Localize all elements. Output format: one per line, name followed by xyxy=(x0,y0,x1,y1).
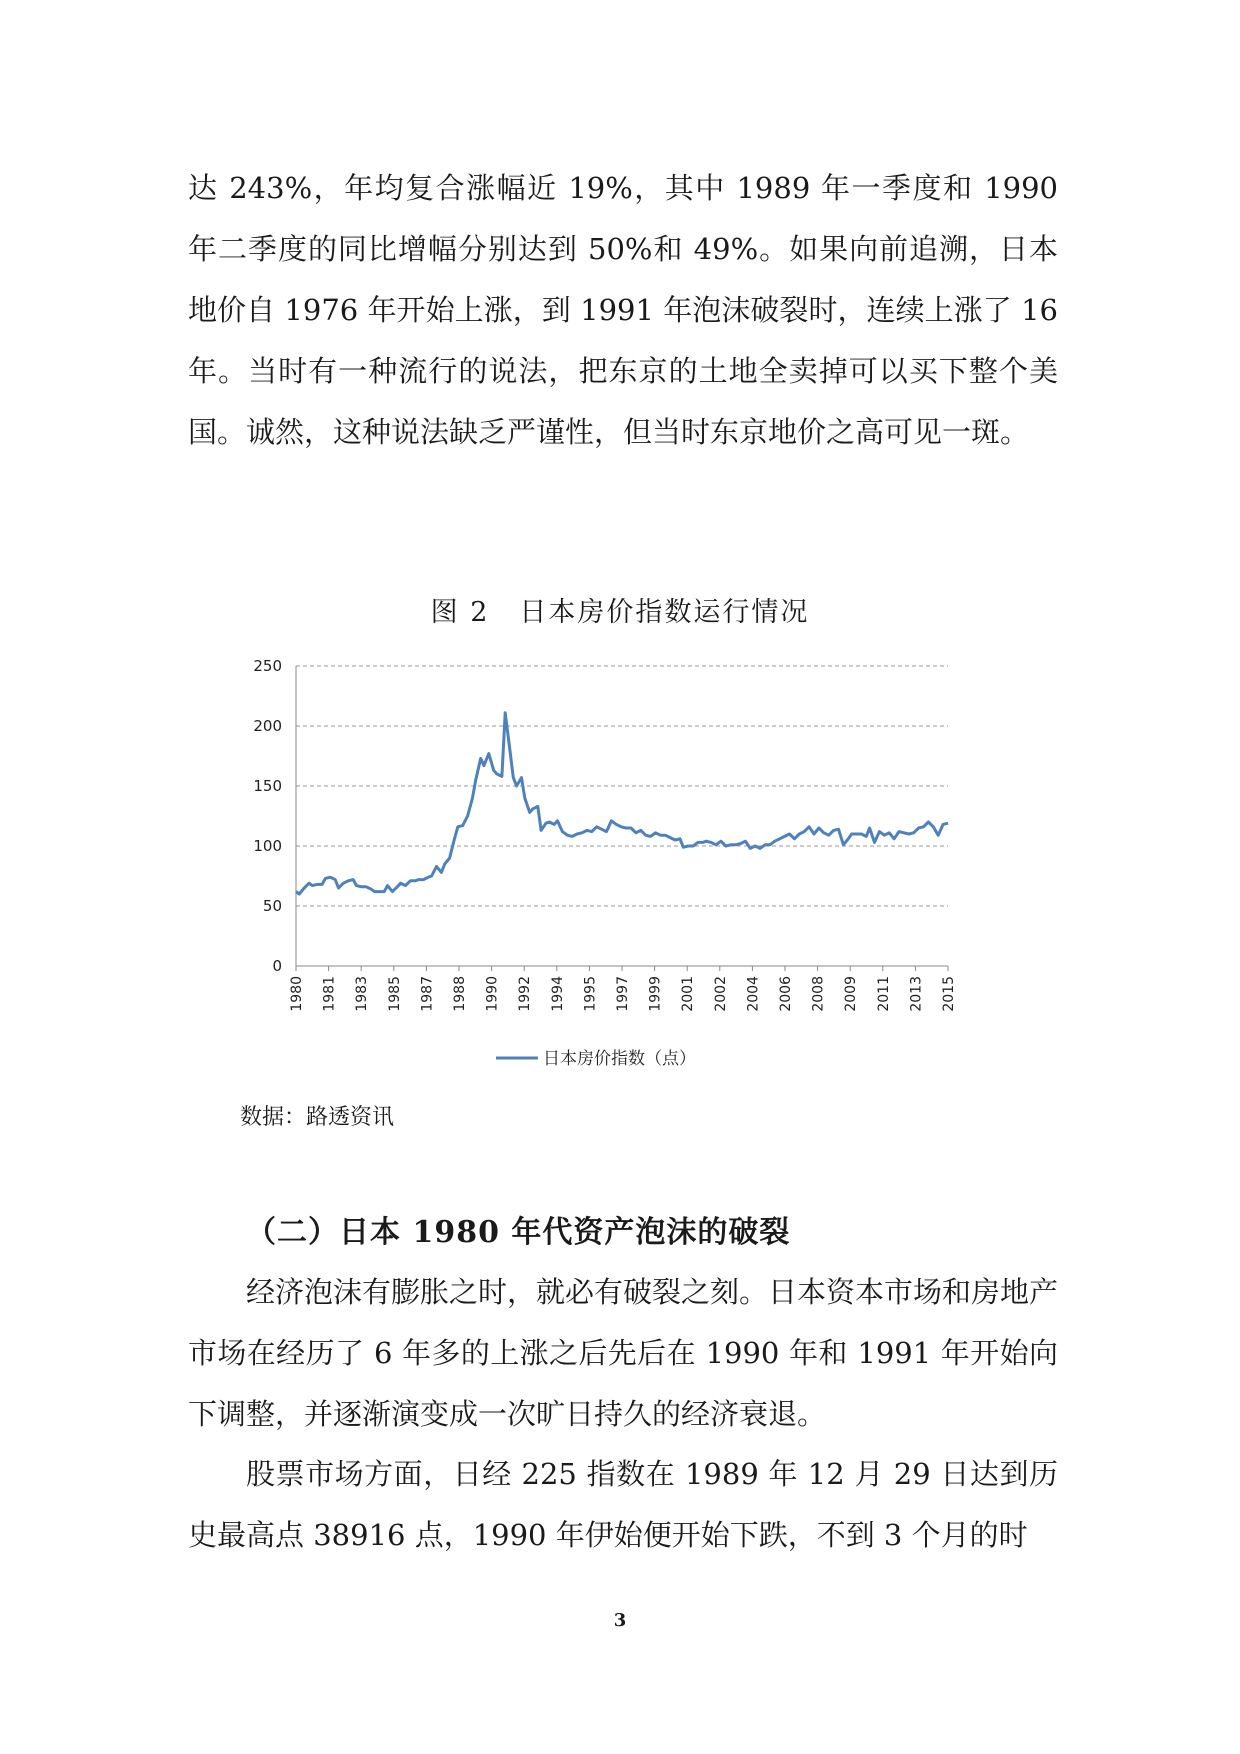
section-heading: （二）日本 1980 年代资产泡沫的破裂 xyxy=(246,1215,791,1250)
x-tick-label: 2008 xyxy=(810,976,827,1012)
y-tick-label: 100 xyxy=(253,837,282,855)
body-paragraph: 股票市场方面，日经 225 指数在 1989 年 12 月 29 日达到历史最高点 38916 点，1990 年伊始便开始下跌，不到 3 个月的时 xyxy=(188,1457,1058,1552)
x-tick-label: 1980 xyxy=(289,976,305,1012)
x-tick-label: 1990 xyxy=(484,976,501,1012)
x-tick-label: 2006 xyxy=(778,976,794,1012)
x-tick-label: 2011 xyxy=(875,976,892,1012)
x-tick-label: 1981 xyxy=(321,976,338,1012)
body-paragraph: 达 243%，年均复合涨幅近 19%，其中 1989 年一季度和 1990 年二季度的同比增幅分别达到 50%和 49%。如果向前追溯，日本地价自 1976 年开始上涨，到 1991 年泡沫破裂时，连续上涨了 16 年。当时有一种流行的说法，把东京的土地全卖掉可以买下整个美国。诚然，这种说法缺乏严谨性，但当时东京地价之高可见一斑。 xyxy=(188,171,1058,449)
y-tick-label: 0 xyxy=(272,957,282,975)
x-tick-label: 1997 xyxy=(615,976,631,1012)
y-tick-label: 200 xyxy=(253,717,282,735)
body-paragraph: 经济泡沫有膨胀之时，就必有破裂之刻。日本资本市场和房地产市场在经历了 6 年多的上涨之后先后在 1990 年和 1991 年开始向下调整，并逐渐演变成一次旷日持久的经济衰退。 xyxy=(188,1275,1059,1431)
x-tick-label: 2009 xyxy=(843,976,860,1012)
x-tick-label: 1999 xyxy=(647,976,664,1012)
data-source-note: 数据：路透资讯 xyxy=(240,1105,395,1130)
x-tick-label: 1983 xyxy=(354,976,371,1012)
x-tick-label: 2001 xyxy=(680,976,697,1012)
x-tick-label: 1995 xyxy=(582,976,599,1012)
x-tick-label: 2013 xyxy=(908,976,925,1012)
x-tick-label: 1987 xyxy=(419,976,436,1012)
x-tick-label: 1988 xyxy=(452,976,468,1012)
legend-label: 日本房价指数（点） xyxy=(543,1049,696,1069)
x-tick-label: 2004 xyxy=(745,976,762,1012)
figure-caption: 日本房价指数运行情况 xyxy=(519,597,810,628)
house-price-index-chart xyxy=(236,652,996,1092)
x-tick-label: 2002 xyxy=(712,976,729,1012)
series-line-house-price-index xyxy=(296,713,948,894)
y-tick-label: 50 xyxy=(262,897,282,915)
y-tick-label: 150 xyxy=(253,777,282,795)
x-tick-label: 2015 xyxy=(941,976,957,1012)
figure-title xyxy=(0,590,1240,629)
y-tick-label: 250 xyxy=(253,657,282,675)
x-tick-label: 1992 xyxy=(517,976,534,1012)
x-tick-label: 1994 xyxy=(549,976,566,1012)
figure-label: 图 2 xyxy=(430,597,490,628)
x-tick-label: 1985 xyxy=(386,976,403,1012)
page-number: 3 xyxy=(613,1610,627,1631)
